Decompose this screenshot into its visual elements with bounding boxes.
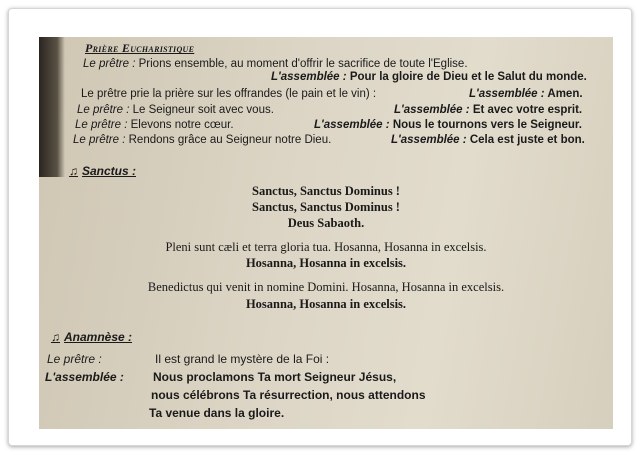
priere-line-8	[314, 119, 582, 131]
line-text: Et avec votre esprit.	[472, 104, 583, 116]
role-label: L'assemblée :	[271, 71, 347, 83]
anamnese-assemblee-line-2: nous célébrons Ta résurrection, nous attendons	[151, 388, 426, 402]
sanctus-line-2: Sanctus, Sanctus Dominus !	[252, 200, 400, 214]
role-label: L'assemblée :	[391, 134, 467, 146]
sanctus-line-3: Deus Sabaoth.	[287, 216, 365, 230]
sanctus-line-7: Hosanna, Hosanna in excelsis.	[245, 297, 407, 311]
sanctus-line-6: Benedictus qui venit in nomine Domini. Hosanna, Hosanna in excelsis.	[147, 280, 505, 294]
line-text: Cela est juste et bon.	[469, 134, 585, 146]
anamnese-role-assemblee: L'assemblée :	[45, 370, 124, 384]
role-label: L'assemblée :	[314, 119, 390, 131]
priere-line-10	[391, 134, 585, 146]
role-label: L'assemblée :	[394, 104, 470, 116]
line-text: Prions ensemble, au moment d'offrir le sacrifice de toute l'Eglise.	[138, 58, 468, 70]
role-label: L'assemblée :	[469, 88, 545, 100]
priere-line-5	[77, 104, 274, 116]
line-text: Le Seigneur soit avec vous.	[132, 104, 274, 116]
priere-line-3	[81, 88, 376, 100]
line-text: Amen.	[547, 88, 583, 100]
music-note-icon: ♫	[69, 164, 78, 178]
priere-line-9	[73, 134, 331, 146]
line-text: Nous le tournons vers le Seigneur.	[392, 119, 582, 131]
line-text: Le prêtre prie la prière sur les offrandes (le pain et le vin) :	[81, 88, 377, 100]
sanctus-line-4: Pleni sunt cæli et terra gloria tua. Hosanna, Hosanna in excelsis.	[165, 240, 487, 254]
priere-line-2	[271, 71, 587, 83]
sanctus-line-1: Sanctus, Sanctus Dominus !	[252, 184, 400, 198]
anamnese-role-pretre: Le prêtre :	[47, 352, 102, 366]
anamnese-pretre-text: Il est grand le mystère de la Foi :	[155, 352, 330, 366]
line-text: Elevons notre cœur.	[130, 119, 234, 131]
line-text: Pour la gloire de Dieu et le Salut du monde.	[349, 71, 587, 83]
priere-line-1	[83, 58, 468, 70]
music-note-icon: ♫	[51, 330, 60, 344]
section-sanctus-heading: ♫ Sanctus :	[69, 164, 137, 178]
role-label: Le prêtre :	[75, 119, 128, 131]
role-label: Le prêtre :	[83, 58, 136, 70]
sanctus-line-5: Hosanna, Hosanna in excelsis.	[245, 256, 407, 270]
photo-frame	[8, 8, 632, 446]
section-anamnese-heading: ♫ Anamnèse :	[51, 330, 133, 344]
section-priere-heading: Prière Eucharistique	[85, 41, 195, 55]
anamnese-assemblee-line-3: Ta venue dans la gloire.	[149, 406, 285, 420]
priere-line-4	[469, 88, 583, 100]
role-label: Le prêtre :	[73, 134, 126, 146]
line-text: Rendons grâce au Seigneur notre Dieu.	[128, 134, 332, 146]
role-label: Le prêtre :	[77, 104, 130, 116]
anamnese-assemblee-line-1: Nous proclamons Ta mort Seigneur Jésus,	[153, 370, 397, 384]
liturgy-sheet	[39, 37, 613, 429]
priere-line-7	[75, 119, 234, 131]
photo-area	[39, 37, 613, 429]
priere-line-6	[394, 104, 582, 116]
